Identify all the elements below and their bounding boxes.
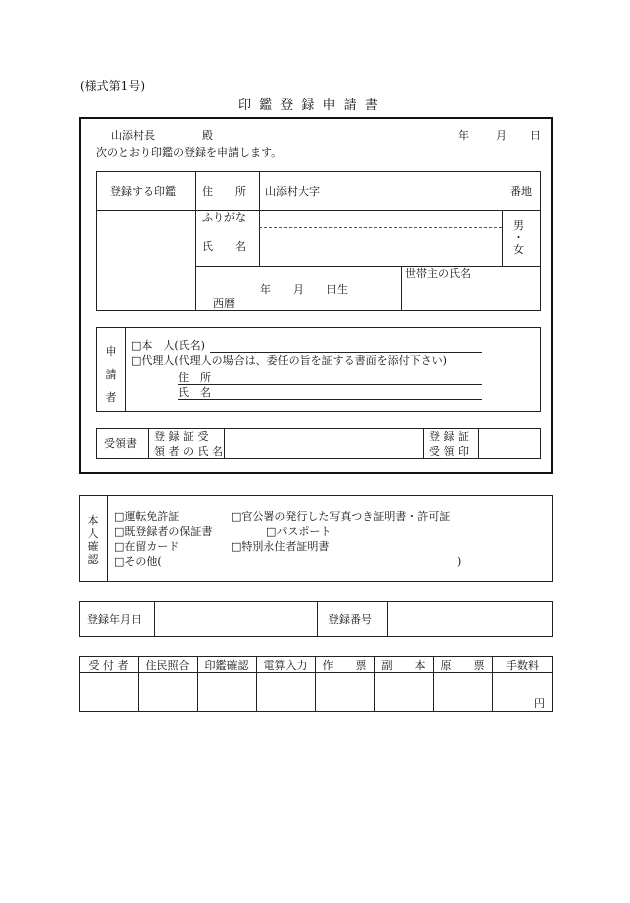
household-label: 世帯主の氏名	[405, 267, 471, 280]
identity-box	[79, 495, 553, 582]
agent-name-label: 氏 名	[178, 386, 211, 399]
receipt-stamp-label-1: 登 録 証	[429, 430, 469, 443]
id-special-permanent-resident[interactable]: □特別永住者証明書	[231, 540, 330, 553]
id-passport[interactable]: □パスポート	[266, 525, 332, 538]
header-seal-check: 印鑑確認	[204, 658, 249, 672]
banchi-label: 番地	[510, 185, 532, 198]
sex-separator: ・	[513, 231, 524, 244]
yen-label: 円	[534, 697, 545, 710]
seal-label: 登録する印鑑	[110, 185, 176, 198]
receipt-stamp-label-2: 受 領 印	[429, 445, 469, 458]
addressee: 山添村長	[111, 129, 155, 142]
id-other[interactable]: □その他(	[114, 555, 162, 568]
furigana-label: ふりがな	[202, 211, 246, 224]
header-duplicate: 副 本	[381, 658, 426, 672]
intro-text: 次のとおり印鑑の登録を申請します。	[96, 146, 283, 159]
header-resident-check: 住民照合	[145, 658, 190, 672]
name-label: 氏 名	[202, 240, 246, 253]
id-drivers-license[interactable]: □運転免許証	[114, 510, 180, 523]
seireki-label: 西暦	[213, 297, 235, 310]
date-month: 月	[496, 129, 507, 142]
id-guarantor-letter[interactable]: □既登録者の保証書	[114, 525, 213, 538]
receipt-label: 受領書	[104, 437, 137, 450]
address-label: 住 所	[202, 185, 246, 198]
applicant-self-checkbox[interactable]: □本 人(氏名)	[131, 339, 205, 352]
agent-address-label: 住 所	[178, 371, 211, 384]
applicant-vertical-label: 申 請 者	[105, 345, 117, 404]
page-title: 印 鑑 登 録 申 請 書	[238, 98, 380, 113]
header-receptionist: 受 付 者	[88, 658, 129, 672]
reg-no-label: 登録番号	[328, 613, 372, 626]
header-fee: 手数料	[506, 658, 539, 672]
header-data-entry: 電算入力	[263, 658, 308, 672]
reg-date-label: 登録年月日	[87, 613, 142, 626]
header-original: 原 票	[440, 658, 485, 672]
sex-male[interactable]: 男	[513, 219, 524, 232]
date-day: 日	[530, 129, 541, 142]
applicant-agent-checkbox[interactable]: □代理人(代理人の場合は、委任の旨を証する書面を添付下さい)	[131, 354, 447, 367]
address-value[interactable]: 山添村大字	[265, 185, 320, 198]
id-other-close: )	[457, 555, 462, 568]
sex-female[interactable]: 女	[513, 243, 524, 256]
id-official-photo-cert[interactable]: □官公署の発行した写真つき証明書・許可証	[231, 510, 451, 523]
header-card-creation: 作 票	[322, 658, 367, 672]
recipient-name-label-2: 領 者 の 氏 名	[154, 445, 223, 458]
dono-label: 殿	[202, 129, 213, 142]
birth-label: 年 月 日生	[260, 283, 348, 296]
recipient-name-label-1: 登 録 証 受	[154, 430, 209, 443]
date-year: 年	[458, 129, 469, 142]
office-row	[79, 601, 553, 637]
identity-vertical-label: 本 人 確 認	[87, 514, 99, 566]
id-residence-card[interactable]: □在留カード	[114, 540, 180, 553]
form-number: (様式第1号)	[80, 79, 145, 93]
